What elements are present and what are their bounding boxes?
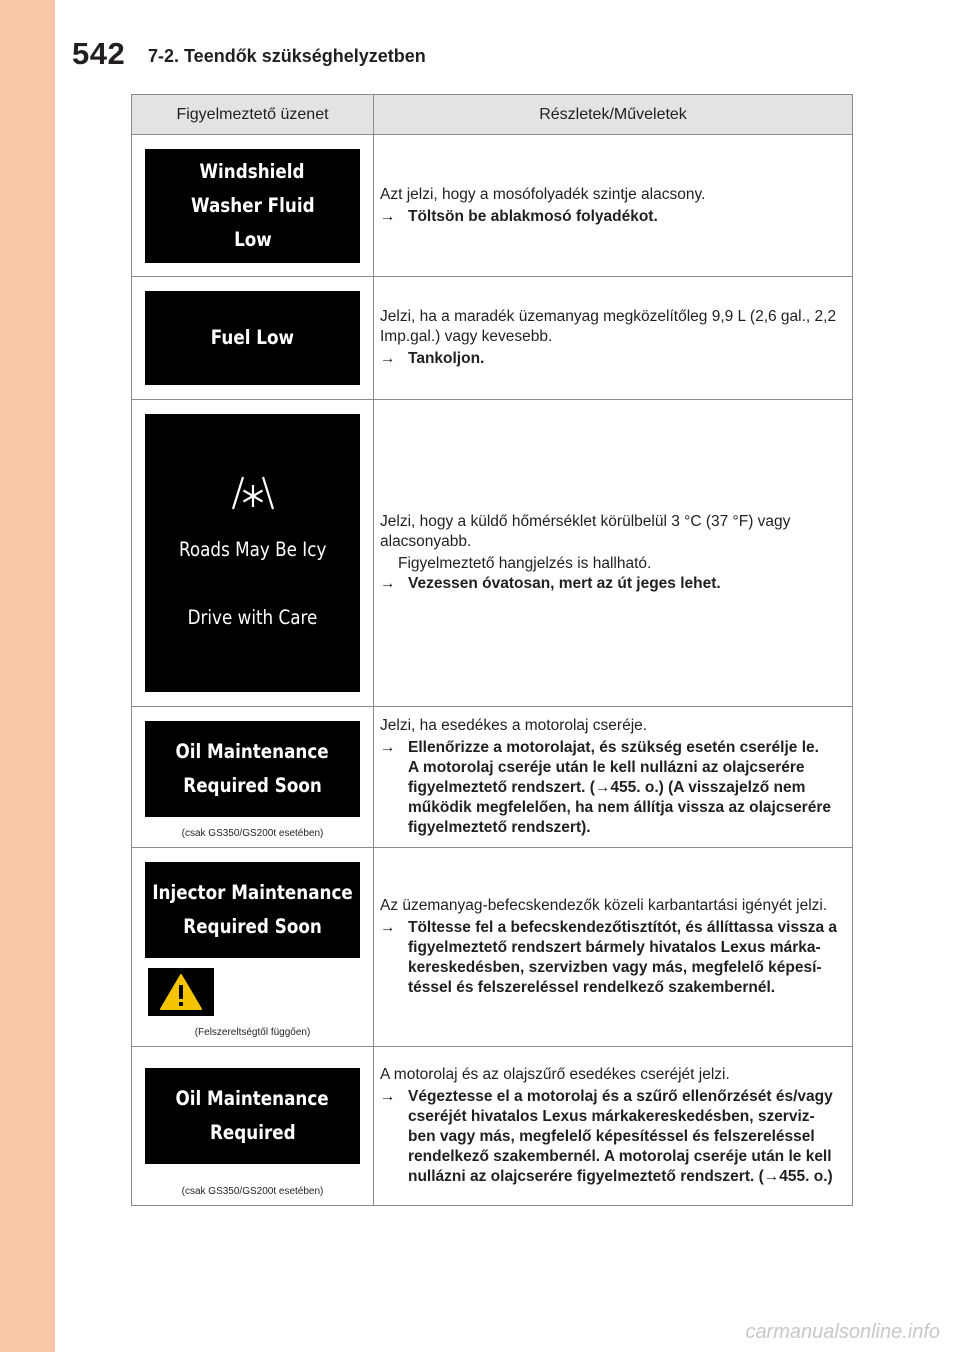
- table-row: [132, 400, 852, 707]
- screen-text: Windshield: [199, 159, 305, 183]
- action-text: Vezessen óvatosan, mert az út jeges lehet.: [408, 575, 721, 592]
- message-cell: [132, 400, 374, 706]
- message-cell: [132, 707, 374, 847]
- details-cell: [374, 848, 852, 1046]
- screen-text: Low: [233, 227, 272, 251]
- table-row: [132, 848, 852, 1047]
- col-header-details: Részletek/Műveletek: [539, 105, 687, 123]
- screen-text: Oil Maintenance: [175, 740, 330, 763]
- table-row: [132, 707, 852, 848]
- table-row: [132, 1047, 852, 1205]
- screen-text: Required: [209, 1121, 296, 1144]
- side-band: [0, 0, 55, 1352]
- page-number: 542: [72, 36, 126, 71]
- note: Figyelmeztető hangjelzés is hallható.: [398, 555, 652, 572]
- right-arrow-icon: →: [380, 207, 396, 225]
- message-cell: [132, 277, 374, 399]
- section-title: 7-2. Teendők szükséghelyzetben: [148, 46, 426, 66]
- details-cell: [374, 1047, 852, 1205]
- warning-triangle-icon: [159, 973, 203, 1011]
- table-header: [132, 95, 852, 135]
- action: [380, 1087, 840, 1187]
- action-text: Töltsön be ablakmosó folyadékot.: [408, 207, 658, 225]
- action: [380, 574, 840, 594]
- display-screen: [145, 1068, 360, 1164]
- screen-text: Roads May Be Icy: [178, 538, 327, 561]
- display-screen: [145, 414, 360, 692]
- action: [380, 738, 840, 758]
- right-arrow-icon: →: [380, 1088, 396, 1105]
- details-cell: [374, 277, 852, 399]
- table-row: [132, 277, 852, 400]
- action-text: Ellenőrizze a motorolajat, és szükség esetén cserélje le.: [408, 739, 819, 756]
- col-header-message: Figyelmeztető üzenet: [132, 95, 374, 134]
- display-screen: [145, 721, 360, 817]
- watermark: carmanualsonline.info: [745, 1321, 940, 1343]
- action-extra: A motorolaj cseréje után le kell nullázni az olajcserére figyelmeztető rendszert. (→455. o.) (A visszajelző nem működik megfelelően, ha nem állítja vissza az olajcserére figyelmeztető rendszert).: [408, 759, 831, 836]
- right-arrow-icon: →: [380, 739, 396, 756]
- screen-text: Required Soon: [183, 774, 322, 797]
- message-cell: [132, 848, 374, 1046]
- details-cell: [374, 135, 852, 276]
- display-screen: [145, 291, 360, 385]
- caption: (csak GS350/GS200t esetében): [181, 828, 324, 839]
- right-arrow-icon: →: [380, 350, 396, 367]
- description: Jelzi, hogy a küldő hőmérséklet körülbelül 3 °C (37 °F) vagy alacsonyabb.: [380, 513, 791, 550]
- action: [380, 207, 840, 227]
- warning-table: [131, 94, 853, 1206]
- description: Jelzi, ha esedékes a motorolaj cseréje.: [380, 717, 648, 734]
- right-arrow-icon: →: [380, 575, 396, 592]
- description: Azt jelzi, hogy a mosófolyadék szintje alacsony.: [380, 185, 706, 203]
- details-cell: [374, 707, 852, 847]
- action-text: Tankoljon.: [408, 350, 485, 367]
- description: Jelzi, ha a maradék üzemanyag megközelítőleg 9,9 L (2,6 gal., 2,2 Imp.gal.) vagy kevesebb.: [380, 308, 837, 345]
- description: Az üzemanyag-befecskendezők közeli karbantartási igényét jelzi.: [380, 897, 828, 914]
- screen-text: Washer Fluid: [190, 193, 315, 217]
- details-cell: [374, 400, 852, 706]
- action-text: Végeztesse el a motorolaj és a szűrő ellenőrzését és/vagy cseréjét hivatalos Lexus márkakereskedésben, szerviz-ben vagy más, megfelelő képesítéssel és felszereléssel rendelkező szakembernél. A motorolaj cseréje után le kell nullázni az olajcserére figyelmeztető rendszert. (→455. o.): [408, 1088, 833, 1185]
- display-screen: [145, 149, 360, 263]
- description: A motorolaj és az olajszűrő esedékes cseréjét jelzi.: [380, 1066, 730, 1083]
- screen-text: Required Soon: [183, 915, 322, 938]
- message-cell: [132, 135, 374, 276]
- display-screen: [145, 862, 360, 958]
- action-text: Töltesse fel a befecskendezőtisztítót, és állíttassa vissza a figyelmeztető rendszert bármely hivatalos Lexus márka-kereskedésben, szervizben vagy más, megfelelő képesí-téssel és felszereléssel rendelkező szakembernél.: [408, 919, 838, 996]
- warning-indicator: [148, 968, 214, 1016]
- message-cell: [132, 1047, 374, 1205]
- action: [380, 918, 840, 998]
- right-arrow-icon: →: [380, 919, 396, 936]
- icy-road-icon: [229, 471, 277, 515]
- caption: (csak GS350/GS200t esetében): [181, 1186, 324, 1197]
- screen-text: Injector Maintenance: [152, 881, 353, 904]
- caption: (Felszereltségtől függően): [194, 1027, 311, 1038]
- action: [380, 349, 840, 369]
- screen-text: Drive with Care: [187, 606, 318, 629]
- table-row: [132, 135, 852, 277]
- screen-text: Fuel Low: [210, 326, 295, 349]
- screen-text: Oil Maintenance: [175, 1087, 330, 1110]
